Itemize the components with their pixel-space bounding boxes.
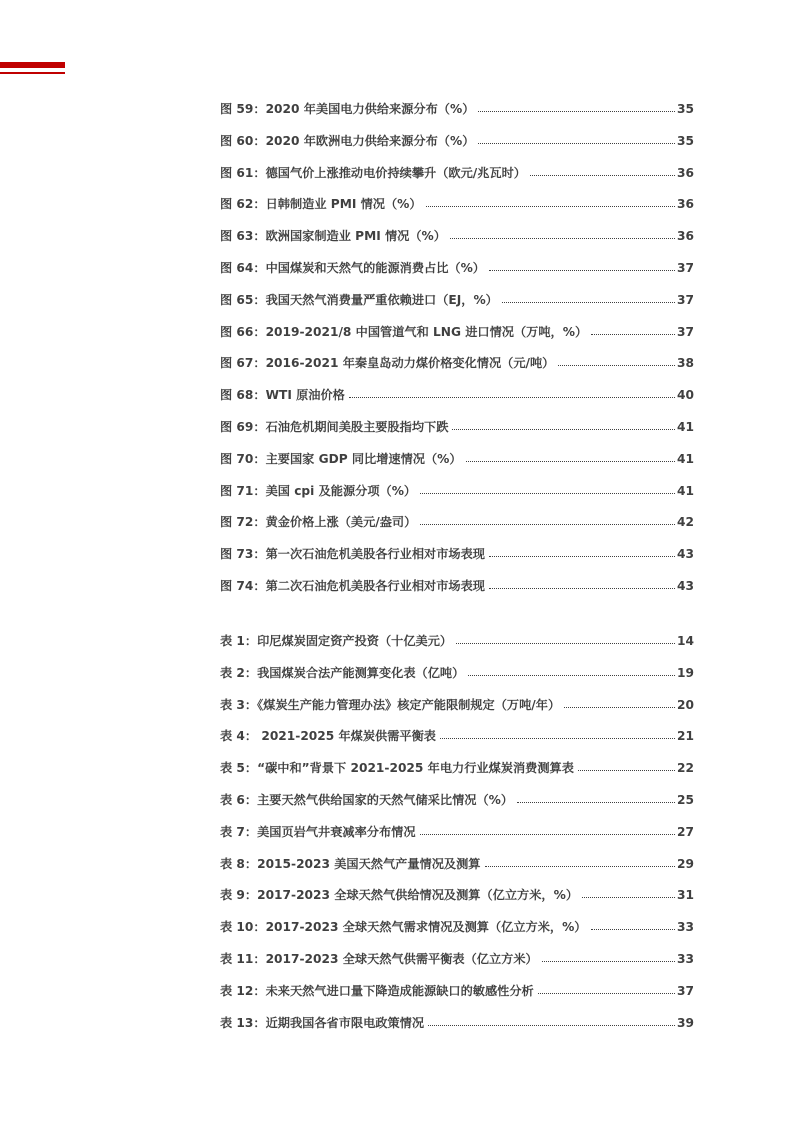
dot-leader	[489, 546, 675, 558]
dot-leader	[517, 792, 675, 804]
dot-leader	[478, 133, 675, 145]
entry-title: 表 8：2015-2023 美国天然气产量情况及测算	[220, 856, 481, 871]
table-entry[interactable]	[220, 1014, 694, 1046]
page-number: 42	[677, 515, 694, 530]
page-number: 40	[677, 388, 694, 403]
entry-title: 表 3：《煤炭生产能力管理办法》核定产能限制规定（万吨/年）	[220, 697, 561, 712]
figure-list	[220, 100, 694, 609]
header-accent-bar	[0, 62, 65, 68]
table-entry[interactable]	[220, 727, 694, 759]
dot-leader	[489, 578, 675, 590]
dot-leader	[420, 483, 675, 495]
figure-entry[interactable]	[220, 418, 694, 450]
figure-entry[interactable]	[220, 482, 694, 514]
entry-title: 图 67：2016-2021 年秦皇岛动力煤价格变化情况（元/吨）	[220, 356, 555, 371]
dot-leader	[420, 514, 675, 526]
header-accent-line	[0, 72, 65, 74]
page-number: 33	[677, 951, 694, 966]
dot-leader	[502, 292, 675, 304]
entry-title: 图 71：美国 cpi 及能源分项（%）	[220, 483, 417, 498]
page-number: 35	[677, 133, 694, 148]
figure-entry[interactable]	[220, 450, 694, 482]
page-number: 37	[677, 260, 694, 275]
table-entry[interactable]	[220, 918, 694, 950]
entry-title: 图 61：德国气价上涨推动电价持续攀升（欧元/兆瓦时）	[220, 165, 526, 180]
entry-title: 图 66：2019-2021/8 中国管道气和 LNG 进口情况（万吨，%）	[220, 324, 588, 339]
figure-entry[interactable]	[220, 164, 694, 196]
figure-entry[interactable]	[220, 545, 694, 577]
dot-leader	[530, 165, 675, 177]
dot-leader	[582, 887, 675, 899]
dot-leader	[538, 983, 675, 995]
dot-leader	[420, 824, 675, 836]
entry-title: 表 2：我国煤炭合法产能测算变化表（亿吨）	[220, 665, 465, 680]
page-number: 14	[677, 634, 694, 648]
page-number: 27	[677, 824, 694, 839]
dot-leader	[452, 419, 675, 431]
entry-title: 表 12：未来天然气进口量下降造成能源缺口的敏感性分析	[220, 983, 534, 998]
table-entry[interactable]	[220, 855, 694, 887]
figure-entry[interactable]	[220, 259, 694, 291]
page-number: 31	[677, 888, 694, 903]
entry-title: 表 11：2017-2023 全球天然气供需平衡表（亿立方米）	[220, 951, 538, 966]
page-number: 25	[677, 792, 694, 807]
dot-leader	[468, 665, 675, 677]
page-number: 22	[677, 761, 694, 776]
dot-leader	[428, 1015, 675, 1027]
entry-title: 图 73：第一次石油危机美股各行业相对市场表现	[220, 547, 485, 562]
figure-entry[interactable]	[220, 513, 694, 545]
page-number: 29	[677, 856, 694, 871]
figure-entry[interactable]	[220, 227, 694, 259]
page-number: 37	[677, 292, 694, 307]
entry-title: 图 72：黄金价格上涨（美元/盎司）	[220, 515, 417, 530]
dot-leader	[485, 856, 676, 868]
page-number: 43	[677, 578, 694, 593]
dot-leader	[489, 260, 675, 272]
dot-leader	[450, 228, 675, 240]
figure-entry[interactable]	[220, 386, 694, 418]
entry-title: 图 65：我国天然气消费量严重依赖进口（EJ，%）	[220, 292, 498, 307]
entry-title: 表 4： 2021-2025 年煤炭供需平衡表	[220, 729, 436, 744]
entry-title: 图 62：日韩制造业 PMI 情况（%）	[220, 197, 422, 212]
table-entry[interactable]	[220, 791, 694, 823]
table-list	[220, 632, 694, 1045]
figure-entry[interactable]	[220, 354, 694, 386]
dot-leader	[440, 728, 675, 740]
dot-leader	[542, 951, 675, 963]
figure-entry[interactable]	[220, 132, 694, 164]
entry-title: 图 68：WTI 原油价格	[220, 388, 345, 403]
dot-leader	[426, 196, 675, 208]
dot-leader	[591, 324, 675, 336]
entry-title: 图 69：石油危机期间美股主要股指均下跌	[220, 419, 449, 434]
page-number: 21	[677, 729, 694, 744]
page-number: 33	[677, 920, 694, 935]
table-entry[interactable]	[220, 982, 694, 1014]
figure-entry[interactable]	[220, 195, 694, 227]
page-number: 36	[677, 165, 694, 180]
dot-leader	[591, 919, 676, 931]
dot-leader	[456, 633, 675, 645]
dot-leader	[349, 387, 675, 399]
figure-entry[interactable]	[220, 100, 694, 132]
dot-leader	[578, 760, 675, 772]
page-number: 35	[677, 102, 694, 116]
page-number: 38	[677, 356, 694, 371]
page-number: 41	[677, 419, 694, 434]
page-number: 41	[677, 451, 694, 466]
figure-entry[interactable]	[220, 291, 694, 323]
dot-leader	[466, 451, 675, 463]
page-number: 36	[677, 229, 694, 244]
table-entry[interactable]	[220, 696, 694, 728]
page-number: 37	[677, 324, 694, 339]
page-number: 39	[677, 1015, 694, 1030]
figure-entry[interactable]	[220, 577, 694, 609]
entry-title: 表 9：2017-2023 全球天然气供给情况及测算（亿立方米，%）	[220, 888, 579, 903]
entry-title: 图 63：欧洲国家制造业 PMI 情况（%）	[220, 229, 446, 244]
page-number: 19	[677, 665, 694, 680]
entry-title: 图 59：2020 年美国电力供给来源分布（%）	[220, 102, 475, 116]
entry-title: 图 60：2020 年欧洲电力供给来源分布（%）	[220, 133, 475, 148]
table-entry[interactable]	[220, 950, 694, 982]
entry-title: 表 5：“碳中和”背景下 2021-2025 年电力行业煤炭消费测算表	[220, 761, 574, 776]
table-entry[interactable]	[220, 632, 694, 664]
dot-leader	[478, 101, 675, 113]
figure-entry[interactable]	[220, 323, 694, 355]
dot-leader	[558, 355, 675, 367]
page-number: 43	[677, 547, 694, 562]
entry-title: 表 1：印尼煤炭固定资产投资（十亿美元）	[220, 634, 453, 648]
entry-title: 表 7：美国页岩气井衰减率分布情况	[220, 824, 416, 839]
page-number: 36	[677, 197, 694, 212]
page-number: 41	[677, 483, 694, 498]
entry-title: 图 64：中国煤炭和天然气的能源消费占比（%）	[220, 260, 485, 275]
table-entry[interactable]	[220, 886, 694, 918]
entry-title: 表 10：2017-2023 全球天然气需求情况及测算（亿立方米，%）	[220, 920, 587, 935]
entry-title: 图 70：主要国家 GDP 同比增速情况（%）	[220, 451, 462, 466]
entry-title: 表 6：主要天然气供给国家的天然气储采比情况（%）	[220, 792, 514, 807]
entry-title: 表 13：近期我国各省市限电政策情况	[220, 1015, 425, 1030]
page-number: 37	[677, 983, 694, 998]
entry-title: 图 74：第二次石油危机美股各行业相对市场表现	[220, 578, 485, 593]
table-entry[interactable]	[220, 823, 694, 855]
table-entry[interactable]	[220, 759, 694, 791]
page-number: 20	[677, 697, 694, 712]
table-entry[interactable]	[220, 664, 694, 696]
dot-leader	[564, 697, 675, 709]
